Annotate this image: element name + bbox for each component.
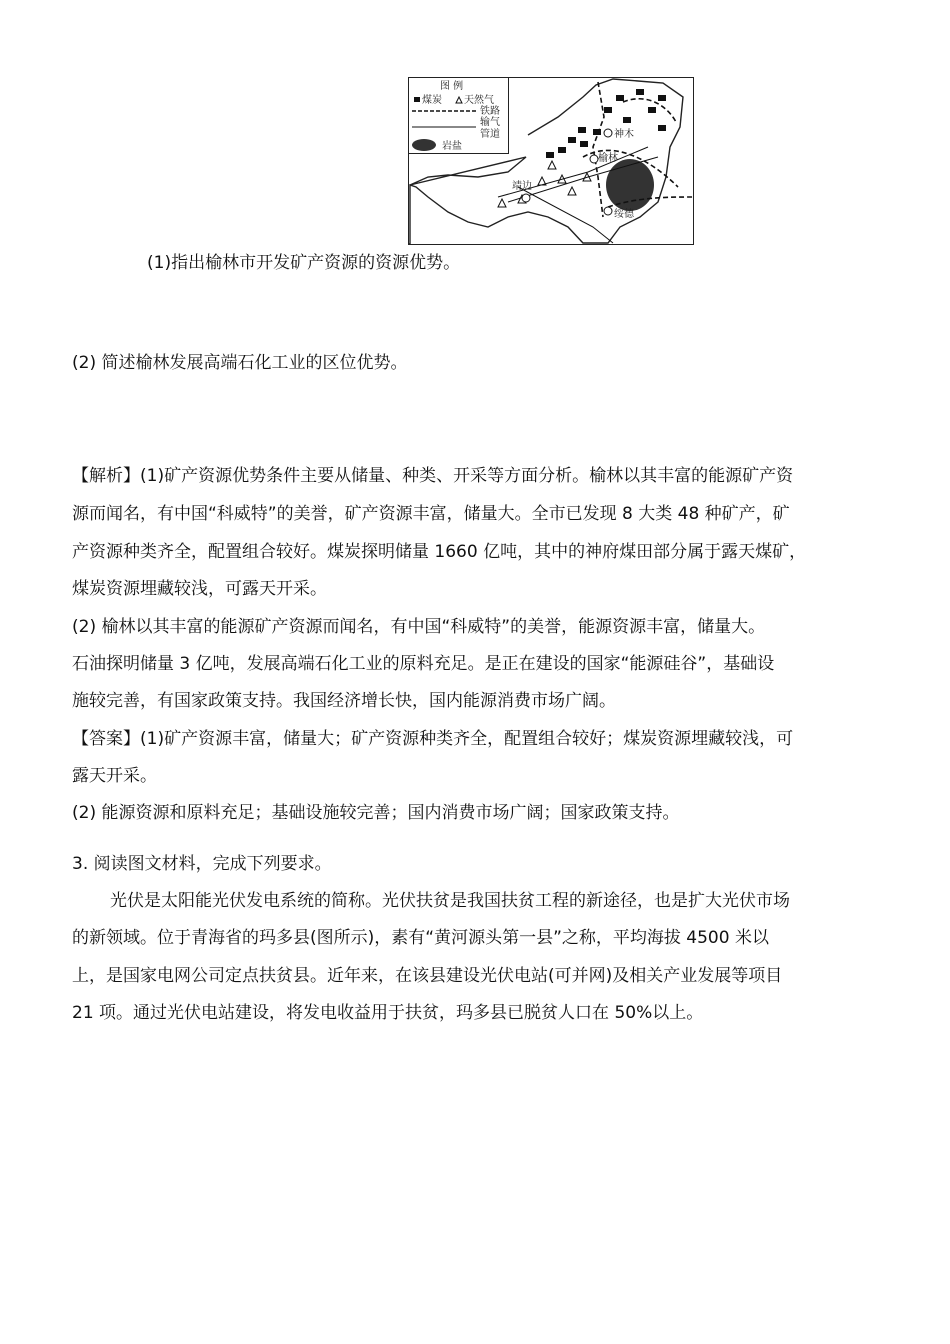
- city-label-suide: 绥德: [614, 209, 634, 220]
- rock-salt-area: [606, 159, 654, 211]
- legend-gas: 天然气: [464, 95, 494, 106]
- analysis-line-4: 煤炭资源埋藏较浅，可露天开采。: [72, 579, 327, 599]
- analysis-line-5: (2) 榆林以其丰富的能源矿产资源而闻名，有中国“科威特”的美誉，能源资源丰富，储量大。: [72, 617, 766, 637]
- yulin-resource-map: [408, 77, 694, 245]
- legend-pipeline-2: 管道: [480, 129, 500, 140]
- legend-rock-salt: 岩盐: [442, 141, 462, 152]
- legend-pipeline-1: 输气: [480, 117, 500, 128]
- legend-railway: 铁路: [480, 106, 500, 117]
- answer-line-1: 【答案】(1)矿产资源丰富，储量大；矿产资源种类齐全，配置组合较好；煤炭资源埋藏较浅，可: [72, 729, 794, 749]
- legend-title: 图 例: [440, 81, 464, 92]
- analysis-line-1: 【解析】(1)矿产资源优势条件主要从储量、种类、开采等方面分析。榆林以其丰富的能源矿产资: [72, 466, 794, 486]
- analysis-line-2: 源而闻名，有中国“科威特”的美誉，矿产资源丰富，储量大。全市已发现 8 大类 48 种矿产，矿: [72, 504, 790, 524]
- material-line-4: 21 项。通过光伏电站建设，将发电收益用于扶贫，玛多县已脱贫人口在 50%以上。: [72, 1003, 704, 1023]
- answer-line-2: 露天开采。: [72, 766, 157, 786]
- question-3-heading: 3. 阅读图文材料，完成下列要求。: [72, 854, 332, 874]
- city-label-yulin: 榆林: [598, 153, 618, 164]
- analysis-line-3: 产资源种类齐全，配置组合较好。煤炭探明储量 1660 亿吨，其中的神府煤田部分属于露天煤矿，: [72, 542, 807, 562]
- city-label-jingbian: 靖边: [512, 181, 532, 192]
- answer-line-3: (2) 能源资源和原料充足；基础设施较完善；国内消费市场广阔；国家政策支持。: [72, 803, 680, 823]
- city-label-shenmu: 神木: [614, 129, 634, 140]
- question-2: (2) 简述榆林发展高端石化工业的区位优势。: [72, 353, 408, 373]
- analysis-line-6: 石油探明储量 3 亿吨，发展高端石化工业的原料充足。是正在建设的国家“能源硅谷”，基础设: [72, 654, 775, 674]
- analysis-line-7: 施较完善，有国家政策支持。我国经济增长快，国内能源消费市场广阔。: [72, 691, 616, 711]
- map-graphic: [408, 77, 694, 245]
- legend-coal: 煤炭: [422, 95, 442, 106]
- question-1: (1)指出榆林市开发矿产资源的资源优势。: [147, 253, 461, 273]
- material-line-1: 光伏是太阳能光伏发电系统的简称。光伏扶贫是我国扶贫工程的新途径，也是扩大光伏市场: [110, 891, 790, 911]
- material-line-2: 的新领域。位于青海省的玛多县(图所示)，素有“黄河源头第一县”之称，平均海拔 4500 米以: [72, 928, 769, 948]
- material-line-3: 上，是国家电网公司定点扶贫县。近年来，在该县建设光伏电站(可并网)及相关产业发展等项目: [72, 966, 783, 986]
